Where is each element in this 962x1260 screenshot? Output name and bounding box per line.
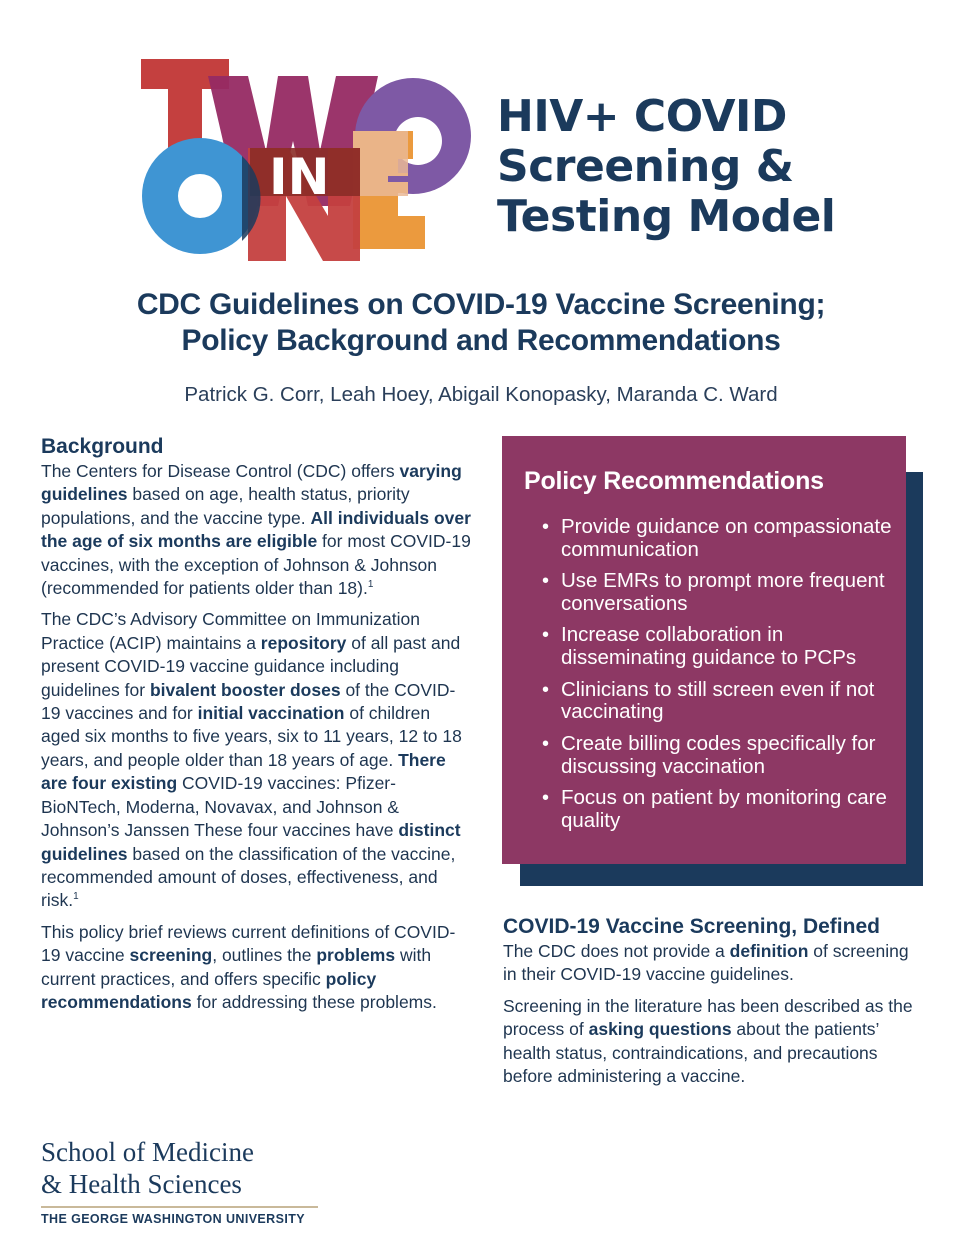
text-run: for addressing these problems. <box>191 991 437 1012</box>
text-run: of children aged six months to five years, six to 11 years, 12 to 18 years, and people older than 18 years of age. <box>41 703 462 770</box>
emphasis: There are four existing <box>41 749 446 794</box>
policy-item-text: Clinicians to still screen even if not vaccinating <box>561 677 875 724</box>
school-name-line: & Health Sciences <box>41 1169 242 1199</box>
subtitle-line: Policy Background and Recommendations <box>181 324 781 357</box>
emphasis: distinct guidelines <box>41 820 461 864</box>
document-subtitle <box>0 287 962 359</box>
logo-letters-in: IN <box>269 148 330 206</box>
emphasis: definition <box>729 941 809 961</box>
background-paragraph-2 <box>41 608 471 912</box>
policy-item-text: Increase collaboration in disseminating guidance to PCPs <box>561 623 857 670</box>
bullet-icon: • <box>542 732 550 755</box>
bullet-icon: • <box>542 678 550 701</box>
screening-defined-paragraph-2 <box>503 995 923 1089</box>
footer-divider <box>41 1206 318 1208</box>
policy-item <box>540 624 900 670</box>
text-run: of screening in their COVID-19 vaccine guidelines. <box>503 941 909 985</box>
background-heading: Background <box>41 435 164 458</box>
emphasis: varying guidelines <box>41 461 462 505</box>
text-run: with current practices, and offers specific <box>41 945 432 989</box>
policy-item-text: Create billing codes specifically for discussing vaccination <box>561 731 876 778</box>
policy-item <box>540 570 900 616</box>
text-run: about the patients’ health status, contraindications, and precautions before administering a vaccine. <box>503 1019 879 1087</box>
text-run: The CDC does not provide a <box>503 941 730 961</box>
text-run: This policy brief reviews current definitions of COVID-19 vaccine <box>41 921 456 966</box>
header-title <box>497 92 937 242</box>
emphasis: asking questions <box>588 1019 732 1040</box>
text-run: , outlines the <box>212 945 317 966</box>
policy-item <box>540 679 900 725</box>
bullet-icon: • <box>542 570 550 593</box>
bullet-icon: • <box>542 786 550 809</box>
emphasis: initial vaccination <box>197 703 345 724</box>
policy-item <box>540 787 900 833</box>
header-title-line: HIV+ COVID <box>497 91 787 142</box>
text-run: based on age, health status, priority populations, and the vaccine type. <box>41 484 410 528</box>
policy-item-text: Focus on patient by monitoring care quality <box>561 785 887 832</box>
text-run: of the COVID-19 vaccines and for <box>41 679 456 724</box>
text-run: COVID-19 vaccines: Pfizer-BioNTech, Moderna, Novavax, and Johnson & Johnson’s Janssen These four vaccines have <box>41 773 399 841</box>
policy-recommendations-list <box>540 516 900 841</box>
policy-item-text: Provide guidance on compassionate communication <box>561 515 892 561</box>
text-run: of all past and present COVID-19 vaccine guidance including guidelines for <box>41 632 461 700</box>
emphasis: All individuals over the age of six months are eligible <box>41 507 471 552</box>
policy-item <box>540 516 900 562</box>
background-paragraph-1 <box>41 460 471 600</box>
citation-marker: 1 <box>367 579 374 591</box>
two-in-one-logo <box>138 56 473 261</box>
header-title-line: Screening & <box>497 141 794 192</box>
text-run: The Centers for Disease Control (CDC) offers <box>41 461 400 481</box>
emphasis: repository <box>260 632 347 653</box>
bullet-icon: • <box>542 624 550 647</box>
screening-defined-section <box>503 914 923 1096</box>
policy-item <box>540 733 900 779</box>
emphasis: problems <box>316 945 396 966</box>
authors: Patrick G. Corr, Leah Hoey, Abigail Konopasky, Maranda C. Ward <box>184 383 778 406</box>
citation-marker: 1 <box>73 891 79 903</box>
subtitle-line: CDC Guidelines on COVID-19 Vaccine Screening; <box>136 288 826 321</box>
emphasis: screening <box>129 945 213 966</box>
text-run: for most COVID-19 vaccines, with the exception of Johnson & Johnson (recommended for patients older than 18). <box>41 531 471 599</box>
policy-item-text: Use EMRs to prompt more frequent conversations <box>561 569 885 615</box>
emphasis: policy recommendations <box>41 968 377 1012</box>
emphasis: bivalent booster doses <box>149 679 341 700</box>
logo-letter-o-blue <box>142 138 258 254</box>
bullet-icon: • <box>542 516 550 538</box>
gwu-smhs-logo <box>41 1136 331 1226</box>
text-run: based on the classification of the vaccine, recommended amount of doses, effectiveness, and risk. <box>41 843 456 911</box>
background-paragraph-3 <box>41 921 471 1015</box>
screening-defined-paragraph-1 <box>503 940 923 987</box>
university-name: THE GEORGE WASHINGTON UNIVERSITY <box>41 1212 305 1226</box>
text-run: The CDC’s Advisory Committee on Immunization Practice (ACIP) maintains a <box>41 609 420 653</box>
school-name-line: School of Medicine <box>41 1137 254 1167</box>
policy-recommendations-title: Policy Recommendations <box>524 467 824 495</box>
background-section <box>41 434 471 1022</box>
screening-defined-heading: COVID-19 Vaccine Screening, Defined <box>503 915 880 938</box>
header-title-line: Testing Model <box>497 191 836 242</box>
text-run: Screening in the literature has been described as the process of <box>503 995 913 1040</box>
